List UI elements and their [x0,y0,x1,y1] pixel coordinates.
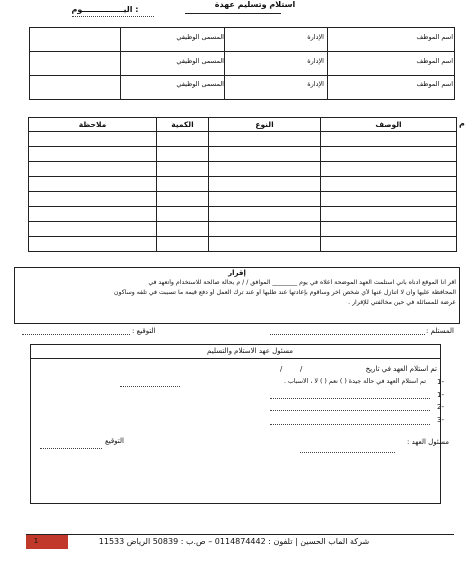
declaration-line-3: عرضة للمسائلة في حين مخالفتي للإقرار . [348,299,456,306]
employee-job-label-3: المسمى الوظيفي [176,80,224,88]
signature-line-1 [22,334,130,335]
table-row [29,177,457,192]
employee-name-label-3: اسم الموظف [416,80,453,88]
item-number-2: -2 [437,403,444,411]
officer-label: مسئول العهد : [407,438,449,446]
item-number-1b: -1 [437,391,444,399]
footer-contact-text: شركة الماب الحسين | تلفون : 0114874442 – ص.ب : 50839 الرياض 11533 [98,537,370,546]
col-header-description: الوصف [321,118,457,132]
custody-officer-title: مسئول عهد الاستلام والتسليم [207,347,293,355]
signature-label-1: التوقيع : [132,327,156,335]
employee-table [29,27,455,100]
col-header-type: النوع [209,118,321,132]
table-row [29,132,457,147]
employee-job-label-2: المسمى الوظيفي [176,57,224,65]
declaration-line-2: المحافظة عليها وأن لا أتنازل عنها لأي شخص آخر وسأقوم بإعادتها عند طلبها أو عند ترك العمل أو دفع قيمة ما تسببت في تلفه وسأكون [114,289,456,296]
table-row [29,162,457,177]
signature-label-2: التوقيع [105,437,124,445]
receiver-line [270,334,425,335]
condition-question: تم استلام العهد في حالة جيدة ( ) نعم ( ) لا ، الاسباب . [283,378,426,385]
table-row [29,147,457,162]
table-row [29,207,457,222]
employee-job-label-1: المسمى الوظيفي [176,33,224,41]
row-number-label: م [459,119,465,128]
employee-admin-label-2: الإدارة [307,57,324,65]
page-number: 1 [33,537,39,545]
day-underline [72,16,154,17]
items-table [28,117,457,252]
table-row [29,237,457,252]
officer-line [300,452,395,453]
declaration-title: إقرار [228,269,246,277]
title-underline [185,13,281,14]
receiver-label: المستلم : [425,327,454,335]
col-header-quantity: الكمية [157,118,209,132]
employee-admin-label-1: الإدارة [307,33,324,41]
item-number-1: -1 [437,378,444,386]
received-date-label: تم استلام العهد في تاريخ [365,365,437,373]
employee-name-label-1: اسم الموظف [416,33,453,41]
table-row [29,222,457,237]
table-row [29,192,457,207]
signature-line-2 [40,448,102,449]
employee-name-label-2: اسم الموظف [416,57,453,65]
item-number-3: -3 [437,416,444,424]
footer-rule [26,534,454,535]
items-header-row [29,118,457,132]
day-label: : اليـــــــــــــــوم [71,5,139,14]
employee-admin-label-3: الإدارة [307,80,324,88]
col-header-note: ملاحظة [29,118,157,132]
document-title: استلام وتسليم عهدة [214,0,296,9]
declaration-line-1: أقر أنا الموقع أدناه بأني استلمت العهد الموضحة أعلاه في يوم ________ الموافق / / م بحالة صالحة للاستخدام وأتعهد في [148,279,456,286]
